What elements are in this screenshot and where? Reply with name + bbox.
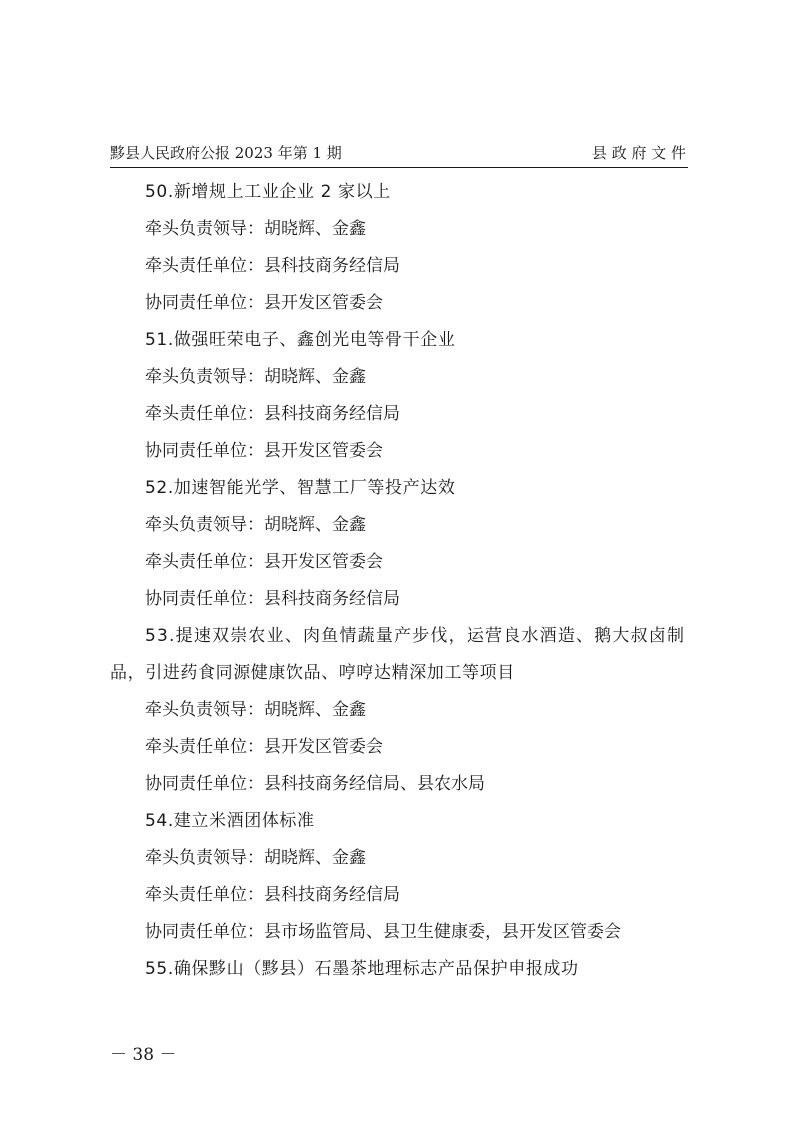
lead-leader: 牵头负责领导：胡晓辉、金鑫 (145, 367, 366, 387)
lead-leader: 牵头负责领导：胡晓辉、金鑫 (145, 515, 366, 535)
item-title: 54.建立米酒团体标准 (145, 811, 315, 831)
co-unit: 协同责任单位：县开发区管委会 (145, 441, 383, 461)
lead-leader: 牵头负责领导：胡晓辉、金鑫 (145, 700, 366, 720)
co-unit: 协同责任单位：县科技商务经信局 (145, 589, 400, 609)
lead-unit: 牵头责任单位：县开发区管委会 (145, 737, 383, 757)
item-title-line2: 品，引进药食同源健康饮品、哼哼达精深加工等项目 (110, 663, 515, 683)
header-rule (110, 167, 688, 168)
lead-unit: 牵头责任单位：县科技商务经信局 (145, 256, 400, 276)
publication-title: 黟县人民政府公报 2023 年第 1 期 (110, 144, 342, 162)
item-title: 52.加速智能光学、智慧工厂等投产达效 (145, 478, 456, 498)
co-unit: 协同责任单位：县科技商务经信局、县农水局 (145, 774, 485, 794)
lead-leader: 牵头负责领导：胡晓辉、金鑫 (145, 848, 366, 868)
co-unit: 协同责任单位：县开发区管委会 (145, 293, 383, 313)
item-title-line1: 53.提速双崇农业、肉鱼情蔬量产步伐，运营良水酒造、鹅大叔卤制 (145, 626, 686, 646)
lead-unit: 牵头责任单位：县科技商务经信局 (145, 885, 400, 905)
page-header (110, 142, 686, 163)
item-title: 55.确保黟山（黟县）石墨茶地理标志产品保护申报成功 (145, 959, 579, 979)
lead-unit: 牵头责任单位：县开发区管委会 (145, 552, 383, 572)
lead-unit: 牵头责任单位：县科技商务经信局 (145, 404, 400, 424)
document-body (110, 174, 688, 988)
page-number: － 38 － (110, 1045, 177, 1065)
item-title: 50.新增规上工业企业 2 家以上 (145, 182, 391, 202)
section-title: 县 政 府 文 件 (591, 144, 686, 162)
lead-leader: 牵头负责领导：胡晓辉、金鑫 (145, 219, 366, 239)
item-title: 51.做强旺荣电子、鑫创光电等骨干企业 (145, 330, 456, 350)
co-unit: 协同责任单位：县市场监管局、县卫生健康委，县开发区管委会 (145, 922, 621, 942)
